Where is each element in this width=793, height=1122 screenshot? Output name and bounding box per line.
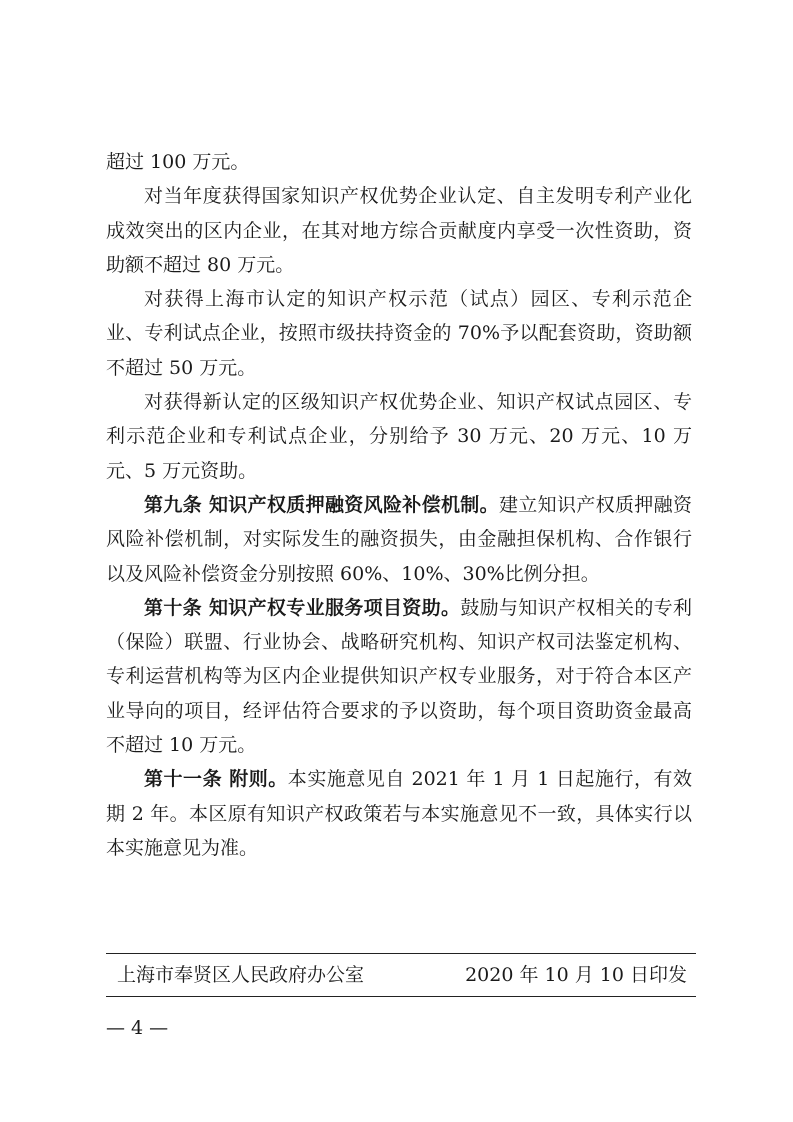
article-11-heading: 第十一条 附则。 xyxy=(144,768,288,791)
paragraph-1-text: 超过 100 万元。 xyxy=(106,151,250,173)
issuer-name: 上海市奉贤区人民政府办公室 xyxy=(117,964,365,986)
article-10-heading: 第十条 知识产权专业服务项目资助。 xyxy=(144,596,461,619)
paragraph-2 xyxy=(106,179,692,282)
article-9-text: 建立知识产权质押融资风险补偿机制，对实际发生的融资损失，由金融担保机构、合作银行以及风险补偿资金分别按照 60%、10%、30%比例分担。 xyxy=(106,493,692,585)
paragraph-1 xyxy=(106,145,692,179)
issue-date: 2020 年 10 月 10 日印发 xyxy=(465,964,687,986)
article-10 xyxy=(106,591,692,762)
article-9 xyxy=(106,488,692,591)
page-number: — 4 — xyxy=(106,1017,169,1039)
footer-bottom-rule xyxy=(106,996,696,997)
issuance-footer xyxy=(117,959,687,991)
article-10-text: 鼓励与知识产权相关的专利（保险）联盟、行业协会、战略研究机构、知识产权司法鉴定机构、专利运营机构等为区内企业提供知识产权专业服务，对于符合本区产业导向的项目，经评估符合要求的予以资助，每个项目资助资金最高不超过 10 万元。 xyxy=(106,596,692,757)
paragraph-3 xyxy=(106,282,692,385)
document-body xyxy=(106,145,692,865)
paragraph-3-text: 对获得上海市认定的知识产权示范（试点）园区、专利示范企业、专利试点企业，按照市级扶持资金的 70%予以配套资助，资助额不超过 50 万元。 xyxy=(106,288,692,379)
article-9-heading: 第九条 知识产权质押融资风险补偿机制。 xyxy=(144,493,499,516)
paragraph-2-text: 对当年度获得国家知识产权优势企业认定、自主发明专利产业化成效突出的区内企业，在其对地方综合贡献度内享受一次性资助，资助额不超过 80 万元。 xyxy=(106,185,692,276)
paragraph-4-text: 对获得新认定的区级知识产权优势企业、知识产权试点园区、专利示范企业和专利试点企业，分别给予 30 万元、20 万元、10 万元、5 万元资助。 xyxy=(106,391,692,482)
footer-top-rule xyxy=(106,953,696,954)
article-11 xyxy=(106,762,692,865)
article-11-text: 本实施意见自 2021 年 1 月 1 日起施行，有效期 2 年。本区原有知识产权政策若与本实施意见不一致，具体实行以本实施意见为准。 xyxy=(106,768,692,859)
paragraph-4 xyxy=(106,385,692,488)
